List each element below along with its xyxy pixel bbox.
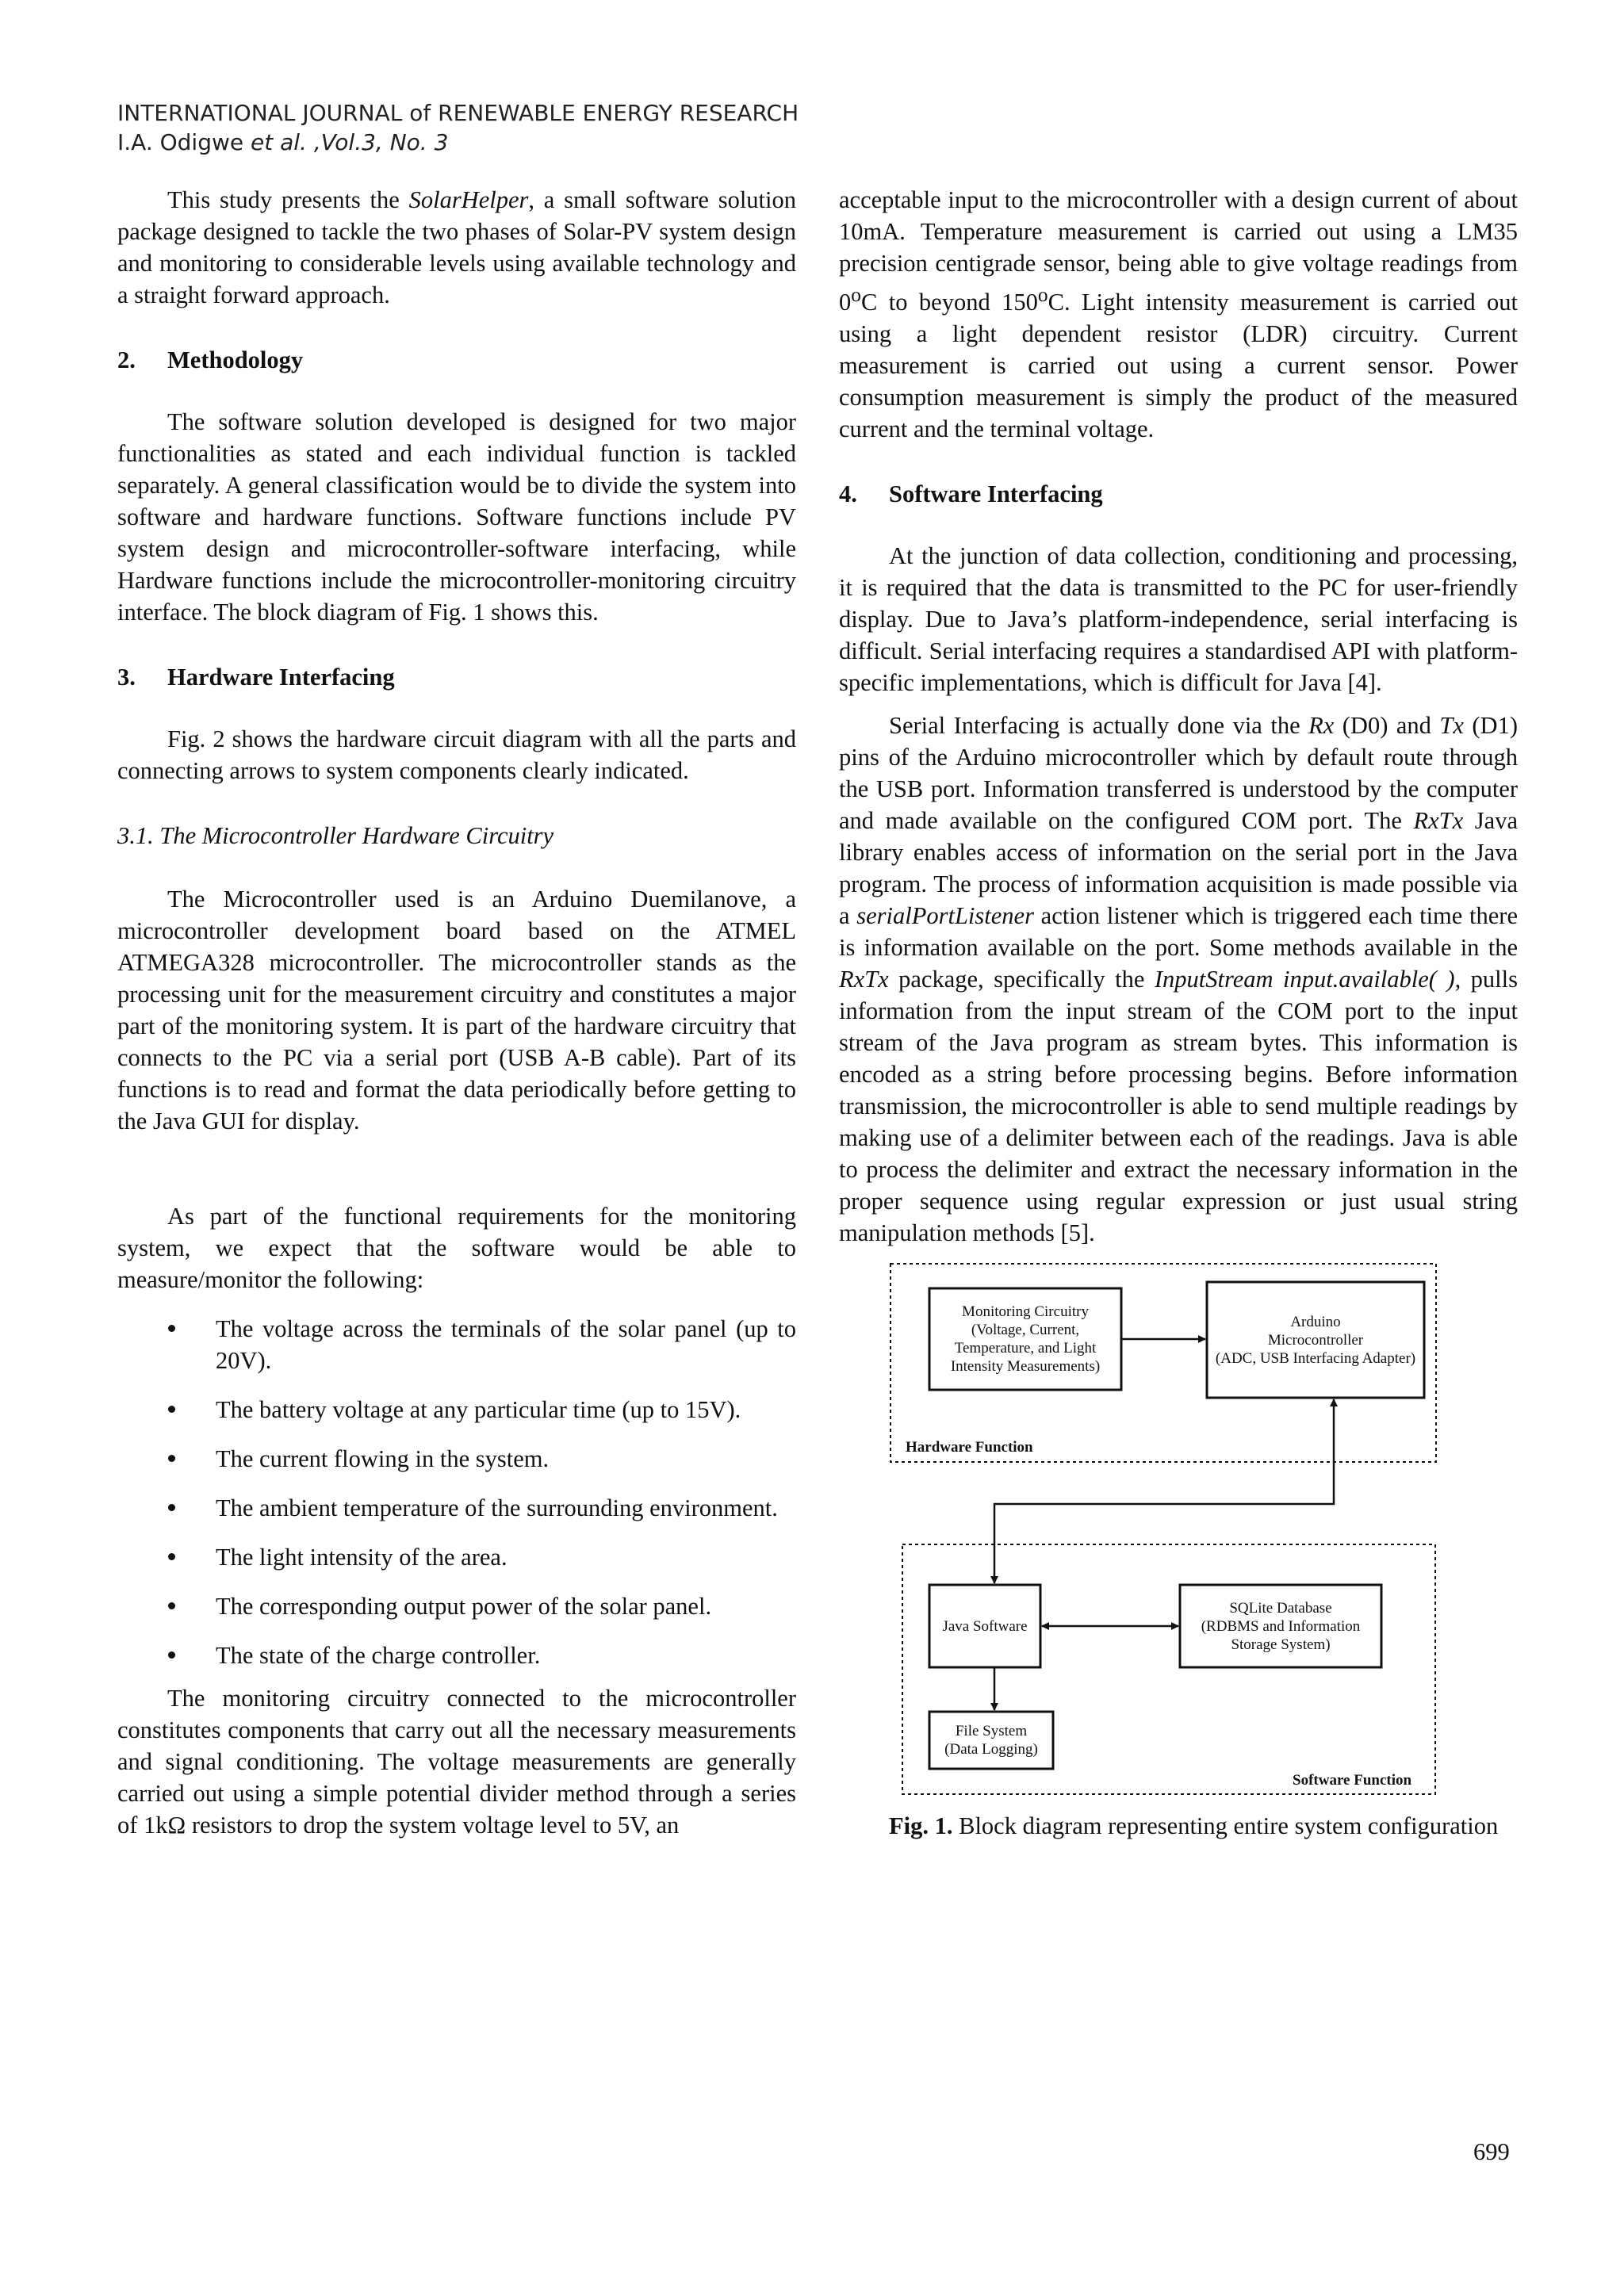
- microcontroller-paragraph: The Microcontroller used is an Arduino Duemilanove, a microcontroller development board based on the ATMEL ATMEGA328 microcontroller. The microcontroller stands as the processing unit for the measurement circuitry and constitutes a major part of the monitoring system. It is part of the hardware circuitry that connects to the PC via a serial port (USB A-B cable). Part of its functions is to read and format the data periodically before getting to the Java GUI for display.: [117, 886, 796, 1135]
- figure-caption: [839, 1810, 1518, 1842]
- requirements-list: [117, 1313, 796, 1671]
- caption-label: Fig. 1.: [889, 1812, 953, 1840]
- arrow-arduino-java-link: [994, 1399, 1334, 1583]
- running-head: [117, 98, 990, 157]
- list-item: The battery voltage at any particular time (up to 15V).: [117, 1394, 796, 1425]
- java-software-box: Java Software: [942, 1617, 1028, 1635]
- methodology-paragraph: The software solution developed is designed for two major functionalities as stated and each individual function is tackled separately. A general classification would be to divide the system into software and hardware functions. Software functions include PV system design and microcontroller-software interfacing, while Hardware functions include the microcontroller-monitoring circuitry interface. The block diagram of Fig. 1 shows this.: [117, 408, 796, 626]
- journal-title: INTERNATIONAL JOURNAL of RENEWABLE ENERGY RESEARCH: [117, 100, 799, 126]
- section-heading-software: [839, 478, 1518, 510]
- section-number: 3.: [117, 664, 136, 691]
- list-item: The state of the charge controller.: [117, 1640, 796, 1671]
- figure-1-block-diagram: [890, 1263, 1437, 1796]
- caption-text: Block diagram representing entire system configuration: [952, 1812, 1499, 1840]
- continuation-paragraph: acceptable input to the microcontroller with a design current of about 10mA. Temperature measurement is carried out using a LM35 precision centigrade sensor, being able to give voltage readings from 0$^o$C to beyond 150$^o$C. Light intensity measurement is carried out using a light dependent resistor (LDR) circuitry. Current measurement is carried out using a current sensor. Power consumption measurement is simply the product of the measured current and the terminal voltage.: [839, 186, 1518, 443]
- arduino-box: Arduino Microcontroller (ADC, USB Interfacing Adapter): [1215, 1313, 1416, 1367]
- hardware-paragraph: Fig. 2 shows the hardware circuit diagram with all the parts and connecting arrows to system components clearly indicated.: [117, 725, 796, 784]
- author-name: I.A. Odigwe: [117, 129, 251, 155]
- hardware-function-label: Hardware Function: [906, 1439, 1033, 1456]
- section-heading-hardware: [117, 661, 796, 693]
- section-title: Hardware Interfacing: [167, 664, 395, 691]
- software-paragraph-1: At the junction of data collection, conditioning and processing, it is required that the data is transmitted to the PC for user-friendly display. Due to Java’s platform-independence, serial interfacing is difficult. Serial interfacing requires a standardised API with platform-specific implementations, which is difficult for Java [4].: [839, 542, 1518, 697]
- author-etal: et al.: [251, 129, 307, 155]
- intro-text-2: , a small software solution package designed to tackle the two phases of Solar-PV system design and monitoring to considerable levels using available technology and a straight forward approach.: [117, 186, 796, 308]
- list-item: The corresponding output power of the solar panel.: [117, 1590, 796, 1622]
- monitoring-circuitry-box: Monitoring Circuitry (Voltage, Current, Temperature, and Light Intensity Measurements): [950, 1303, 1101, 1376]
- list-item: The current flowing in the system.: [117, 1443, 796, 1475]
- section-number: 4.: [839, 480, 857, 508]
- section-title: Software Interfacing: [889, 480, 1103, 508]
- intro-paragraph: [117, 184, 796, 311]
- right-column: [839, 184, 1518, 1842]
- subsection-heading: 3.1. The Microcontroller Hardware Circuitry: [117, 822, 554, 849]
- intro-text-1: This study presents the: [167, 186, 409, 213]
- monitoring-paragraph: The monitoring circuitry connected to the microcontroller constitutes components that carry out all the necessary measurements and signal conditioning. The voltage measurements are generally carried out using a simple potential divider method through a series of 1kΩ resistors to drop the system voltage level to 5V, an: [117, 1685, 796, 1839]
- requirements-paragraph: As part of the functional requirements for the monitoring system, we expect that the software would be able to measure/monitor the following:: [117, 1203, 796, 1293]
- author-line: [117, 128, 990, 157]
- software-paragraph-2: Serial Interfacing is actually done via the Rx (D0) and Tx (D1) pins of the Arduino microcontroller which by default route through the USB port. Information transferred is understood by the computer and made available on the configured COM port. The RxTx Java library enables access of information on the serial port in the Java program. The process of information acquisition is made possible via a serialPortListener action listener which is triggered each time there is information available on the port. Some methods available in the RxTx package, specifically the InputStream input.available( ), pulls information from the input stream of the COM port to the input stream of the Java program as stream bytes. This information is encoded as a string before processing begins. Before information transmission, the microcontroller is able to send multiple readings by making use of a delimiter between each of the readings. Java is able to process the delimiter and extract the necessary information in the proper sequence using regular expression or just usual string manipulation methods [5].: [839, 712, 1518, 1247]
- section-title: Methodology: [167, 346, 304, 373]
- list-item: The ambient temperature of the surrounding environment.: [117, 1492, 796, 1524]
- solarhelper-name: SolarHelper: [408, 186, 529, 213]
- left-column: [117, 184, 796, 1841]
- page-number: 699: [1473, 2138, 1510, 2165]
- software-function-label: Software Function: [1293, 1772, 1412, 1789]
- volume-info: ,Vol.3, No. 3: [306, 129, 449, 155]
- section-number: 2.: [117, 346, 136, 373]
- list-item: The voltage across the terminals of the solar panel (up to 20V).: [117, 1313, 796, 1376]
- section-heading-methodology: [117, 344, 796, 376]
- list-item: The light intensity of the area.: [117, 1541, 796, 1573]
- file-system-box: File System (Data Logging): [944, 1723, 1038, 1758]
- sqlite-database-box: SQLite Database (RDBMS and Information Storage System): [1201, 1599, 1361, 1653]
